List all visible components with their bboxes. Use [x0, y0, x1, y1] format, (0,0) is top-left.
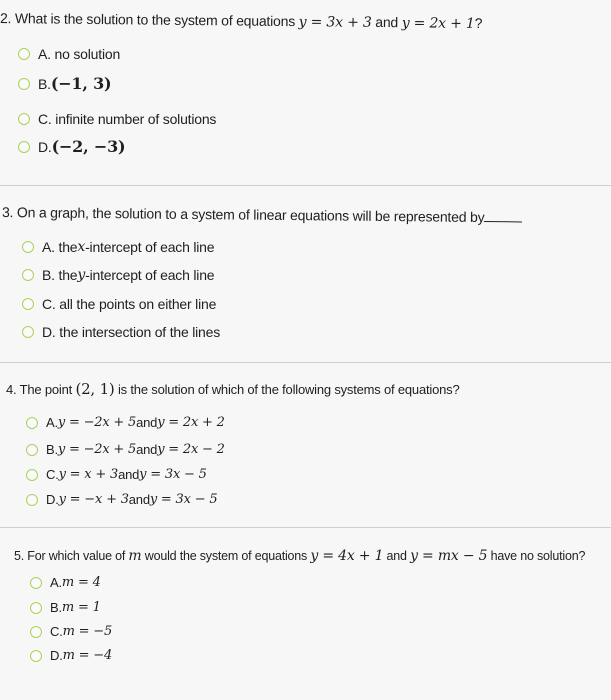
q4-radio-c[interactable]: [26, 469, 38, 481]
q5-option-b-prefix: B.: [50, 600, 62, 615]
q4-option-c-eq2: y = 3x − 5: [139, 467, 207, 482]
q5-option-c-prefix: C.: [50, 624, 63, 639]
q4-option-a-eq1: y = −2x + 5: [57, 415, 137, 430]
q3-option-b-prefix: B. the: [42, 267, 78, 283]
q3-option-a-prefix: A. the: [42, 239, 78, 255]
q2-option-b-math: (−1, 3): [50, 74, 112, 93]
q3-option-b-suffix: -intercept of each line: [85, 267, 215, 283]
q4-option-d[interactable]: [26, 492, 217, 507]
q5-option-b[interactable]: [30, 600, 101, 615]
q5-option-d-math: m = −4: [62, 648, 113, 663]
q3-radio-d[interactable]: [22, 326, 34, 338]
q4-option-b-eq2: y = 2x − 2: [157, 442, 225, 457]
q4-radio-a[interactable]: [26, 417, 38, 429]
q3-prompt: 3. On a graph, the solution to a system of linear equations will be represented by: [1, 204, 485, 226]
q3-radio-a[interactable]: [22, 241, 34, 253]
q5-prompt-b: would the system of equations: [141, 549, 311, 563]
q3-option-c-label: C. all the points on either line: [42, 296, 217, 312]
q4-option-c[interactable]: [26, 467, 207, 482]
q5-option-a[interactable]: [30, 575, 101, 590]
q2-radio-d[interactable]: [18, 141, 30, 153]
q5-option-c-math: m = −5: [62, 624, 113, 639]
q4-option-a-eq2: y = 2x + 2: [157, 415, 225, 430]
q5-prompt-a: 5. For which value of: [14, 549, 129, 563]
q5-var-m: m: [128, 548, 142, 564]
q5-option-c[interactable]: [30, 624, 112, 639]
q4-option-b-mid: and: [136, 442, 158, 457]
q2-prompt-c: ?: [474, 14, 483, 32]
q5-option-d-prefix: D.: [50, 648, 63, 663]
q4-option-a[interactable]: [26, 415, 225, 430]
q2-option-d-prefix: D.: [38, 138, 52, 155]
q2-radio-c[interactable]: [18, 113, 30, 125]
q2-option-a[interactable]: [18, 46, 120, 62]
q3-option-b[interactable]: [22, 267, 214, 283]
q4-option-c-eq1: y = x + 3: [58, 467, 119, 482]
q5-option-b-math: m = 1: [61, 600, 101, 615]
q2-option-b[interactable]: [18, 74, 111, 93]
q3-option-d[interactable]: [22, 324, 220, 340]
q3-option-a-math: x: [77, 239, 86, 255]
q4-option-d-eq1: y = −x + 3: [58, 492, 129, 507]
q4-option-d-mid: and: [128, 492, 150, 507]
q2-option-d-math: (−2, −3): [51, 137, 126, 156]
q2-eq1: y = 3x + 3: [298, 14, 372, 31]
q5-radio-a[interactable]: [30, 577, 42, 589]
q4-prompt-b: is the solution of which of the following systems of equations?: [114, 382, 460, 397]
q5-option-a-prefix: A.: [50, 575, 62, 590]
q3-option-d-label: D. the intersection of the lines: [42, 324, 221, 340]
q3-option-b-math: y: [77, 267, 86, 283]
q3-option-a[interactable]: [22, 239, 214, 255]
q2-eq2: y = 2x + 1: [401, 15, 475, 32]
q5-option-d[interactable]: [30, 648, 112, 663]
q2-option-c[interactable]: [18, 111, 216, 127]
q4-option-d-prefix: D.: [46, 492, 59, 507]
q4-option-d-eq2: y = 3x − 5: [149, 492, 218, 507]
q2-prompt-b: and: [371, 13, 402, 31]
q4-option-b[interactable]: [26, 442, 225, 457]
q5-option-a-math: m = 4: [61, 575, 101, 590]
q3-blank: [484, 209, 522, 222]
q5-radio-b[interactable]: [30, 602, 42, 614]
q2-radio-b[interactable]: [18, 78, 30, 90]
q5-eq1: y = 4x + 1: [310, 548, 384, 564]
q5-radio-c[interactable]: [30, 626, 42, 638]
q4-radio-d[interactable]: [26, 494, 38, 506]
q4-prompt-a: 4. The point: [6, 382, 76, 397]
question-4-prompt: [6, 380, 459, 398]
q5-radio-d[interactable]: [30, 650, 42, 662]
q3-radio-c[interactable]: [22, 298, 34, 310]
q4-option-b-eq1: y = −2x + 5: [57, 442, 137, 457]
q2-option-c-label: C. infinite number of solutions: [38, 111, 217, 127]
question-5-prompt: [14, 548, 585, 564]
q3-option-c[interactable]: [22, 296, 216, 312]
q4-option-b-prefix: B.: [46, 442, 58, 457]
q4-option-a-mid: and: [136, 415, 158, 430]
q4-radio-b[interactable]: [26, 444, 38, 456]
q4-point: (2, 1): [75, 380, 115, 398]
q5-prompt-d: have no solution?: [487, 549, 586, 563]
q2-radio-a[interactable]: [18, 48, 30, 60]
q3-option-a-suffix: -intercept of each line: [85, 239, 215, 255]
q3-radio-b[interactable]: [22, 269, 34, 281]
q2-option-a-label: A. no solution: [38, 46, 121, 62]
q5-eq2: y = mx − 5: [410, 548, 488, 564]
q2-option-b-prefix: B.: [38, 75, 51, 92]
q4-option-c-mid: and: [118, 467, 140, 482]
q2-option-d[interactable]: [18, 137, 125, 156]
q2-prompt-a: 2. What is the solution to the system of equations: [0, 10, 299, 30]
q5-prompt-c: and: [383, 549, 411, 563]
q4-option-a-prefix: A.: [46, 415, 58, 430]
q4-option-c-prefix: C.: [46, 467, 59, 482]
